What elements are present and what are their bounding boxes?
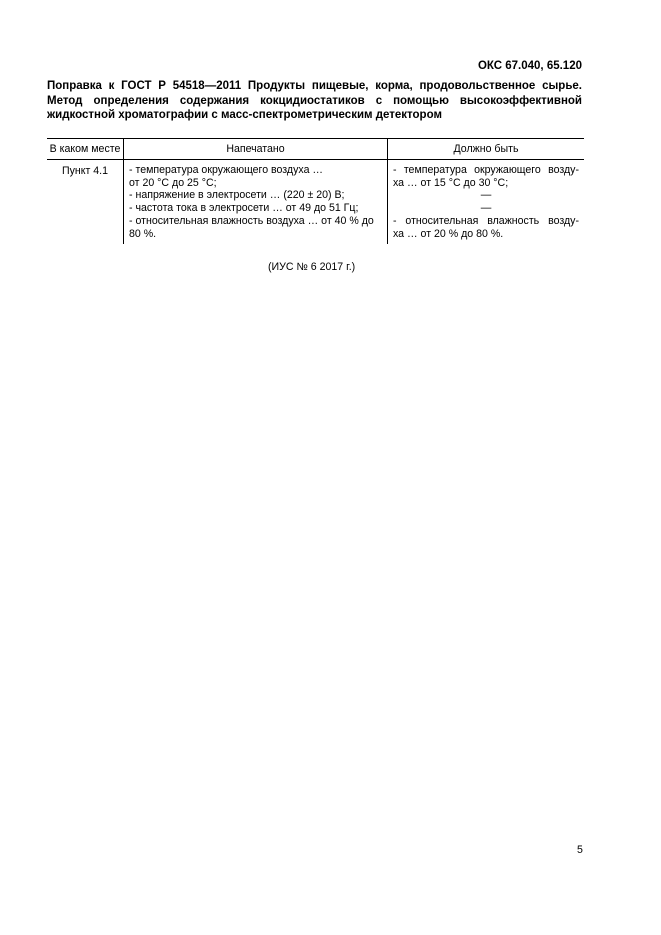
column-header-place: В каком месте: [47, 139, 124, 160]
classification-code: ОКС 67.040, 65.120: [477, 60, 582, 72]
table-header-row: [47, 139, 584, 160]
cell-should-be: [388, 160, 585, 245]
printed-line: от 20 °С до 25 °С;: [129, 176, 217, 189]
cell-place: Пункт 4.1: [47, 160, 124, 245]
printed-line: - относительная влажность воздуха … от 40 % до: [129, 214, 374, 227]
printed-line: 80 %.: [129, 227, 157, 240]
document-title: Поправка к ГОСТ Р 54518—2011 Продукты пищевые, корма, продовольственное сырье. Метод определения содержания кокцидиостатиков с помощью высокоэффективной жидкостной хроматографии с масс-спектрометрическим детектором: [47, 80, 582, 121]
cell-printed: [124, 160, 388, 245]
printed-line: - частота тока в электросети … от 49 до 51 Гц;: [129, 202, 359, 215]
should-be-dash: —: [480, 202, 492, 215]
source-reference: (ИУС № 6 2017 г.): [268, 261, 356, 273]
printed-line: - напряжение в электросети … (220 ± 20) В;: [129, 189, 345, 202]
page-number: 5: [577, 844, 583, 856]
should-be-line: - относительная влажность возду-: [393, 214, 579, 227]
should-be-dash: —: [480, 189, 492, 202]
should-be-line: ха … от 20 % до 80 %.: [393, 227, 504, 240]
table-row: [47, 160, 584, 245]
column-header-should-be: Должно быть: [388, 139, 585, 160]
column-header-printed: Напечатано: [124, 139, 388, 160]
should-be-line: - температура окружающего возду-: [393, 164, 579, 176]
should-be-line: ха … от 15 °С до 30 °С;: [393, 176, 509, 189]
amendment-table: [47, 138, 584, 244]
printed-line: - температура окружающего воздуха …: [129, 164, 324, 176]
